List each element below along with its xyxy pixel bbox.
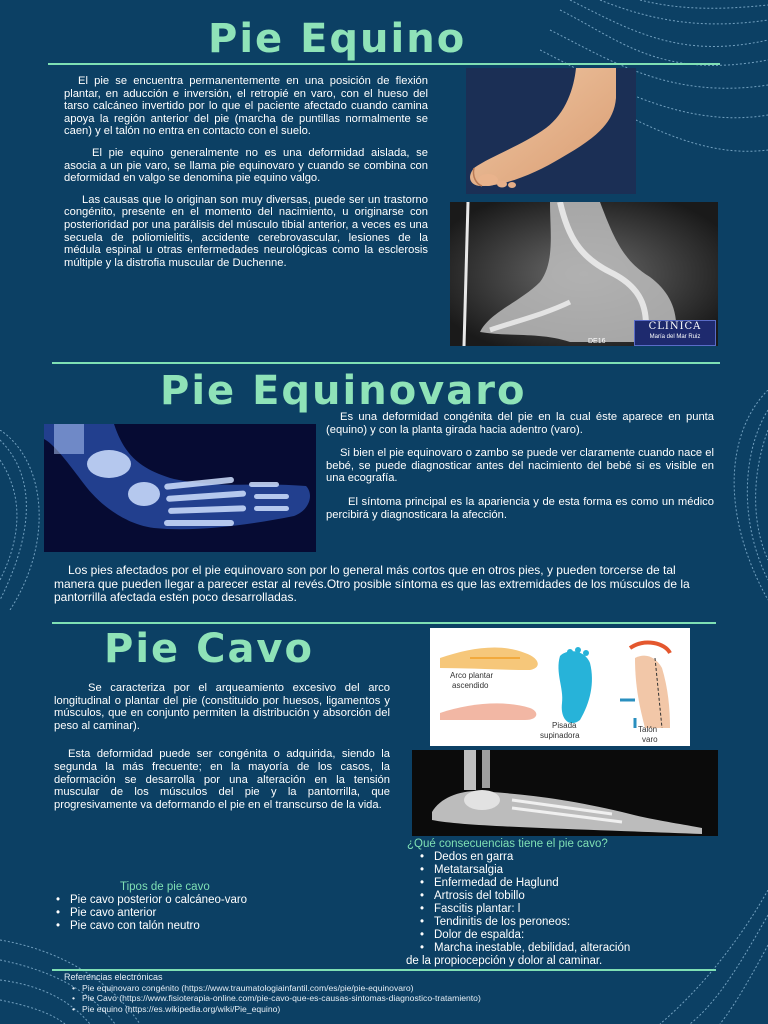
section-title-cavo: Pie Cavo <box>104 626 314 672</box>
equinovaro-paragraph-3: El síntoma principal es la apariencia y de esta forma es como un médico percibirá y diagnosticara la afección. <box>326 495 714 521</box>
list-item: • Metatarsalgia <box>420 864 750 877</box>
cavo-xray-image <box>412 750 718 836</box>
diagram-label-pisada <box>540 721 580 740</box>
clinic-logo <box>634 320 716 346</box>
cavo-consecuencias-list <box>420 851 750 955</box>
list-item: • Pie cavo con talón neutro <box>56 920 386 933</box>
cavo-paragraph-1: Se caracteriza por el arqueamiento excesivo del arco longitudinal o plantar del pie (constituido por huesos, ligamentos y músculos, que en conjunto permiten la distribución y absorción del peso al caminar). <box>54 682 390 732</box>
list-item: • Enfermedad de Haglund <box>420 877 750 890</box>
diagram-label-talon-line1: Talón <box>638 725 658 734</box>
equino-paragraph-1: El pie se encuentra permanentemente en una posición de flexión plantar, en aducción e inversión, el retropié en varo, con el hueso del tarso calcáneo invertido por lo que el paciente afectado cuando camina apoya la región anterior del pie (marcha de puntillas normalmente se caen) y el talón no entra en contacto con el suelo. <box>64 75 428 138</box>
equinovaro-text <box>326 411 714 530</box>
list-item: • Dedos en garra <box>420 851 750 864</box>
cavo-tipos-list <box>56 894 386 933</box>
equinovaro-paragraph-2: Si bien el pie equinovaro o zambo se puede ver claramente cuando nace el bebé, se puede diagnosticar antes del nacimiento del bebé si es visible en una ecografía. <box>326 447 714 485</box>
diagram-label-arco-line1: Arco plantar <box>450 671 494 680</box>
cavo-consecuencias-title: ¿Qué consecuencias tiene el pie cavo? <box>407 838 608 850</box>
xray-mark-text: DE16 <box>588 338 606 345</box>
section-divider <box>48 63 720 65</box>
cavo-consecuencias-tail: de la propiocepción y dolor al caminar. <box>406 955 603 967</box>
equinovaro-xray-image <box>44 424 316 552</box>
list-item: • Pie cavo posterior o calcáneo-varo <box>56 894 386 907</box>
diagram-label-arco-line2: ascendido <box>452 681 489 690</box>
equino-xray-image <box>450 202 718 346</box>
list-item: • Dolor de espalda: <box>420 929 750 942</box>
clinic-logo-subtitle: María del Mar Ruiz <box>649 334 701 340</box>
references-title: Referencias electrónicas <box>64 972 163 982</box>
diagram-label-arco <box>450 671 493 690</box>
clinic-logo-name: CLINICA <box>648 321 702 332</box>
list-item: • Artrosis del tobillo <box>420 890 750 903</box>
reference-link[interactable]: • Pie equino (https://es.wikipedia.org/wiki/Pie_equino) <box>64 1004 714 1015</box>
list-item: • Tendinitis de los peroneos: <box>420 916 750 929</box>
cavo-text <box>54 682 390 820</box>
cavo-tipos-title: Tipos de pie cavo <box>120 881 210 893</box>
section-title-equinovaro: Pie Equinovaro <box>160 368 527 414</box>
equinovaro-paragraph-1: Es una deformidad congénita del pie en la cual éste aparece en punta (equino) y con la planta girada hacia adentro (varo). <box>326 411 714 436</box>
diagram-label-talon <box>638 725 658 744</box>
section-divider <box>52 969 716 971</box>
references-list <box>64 983 714 1015</box>
diagram-label-pisada-line2: supinadora <box>540 731 580 740</box>
section-divider <box>52 362 720 364</box>
cavo-diagram-image <box>430 628 690 746</box>
reference-link[interactable]: • Pie equinovaro congénito (https://www.traumatologiainfantil.com/es/pie/pie-equinovaro) <box>64 983 714 994</box>
diagram-label-talon-line2: varo <box>642 735 658 744</box>
reference-link[interactable]: • Pie Cavo (https://www.fisioterapia-online.com/pie-cavo-que-es-causas-sintomas-diagnostico-tratamiento) <box>64 993 714 1004</box>
references <box>64 972 714 1014</box>
list-item: • Fascitis plantar: l <box>420 903 750 916</box>
cavo-paragraph-2: Esta deformidad puede ser congénita o adquirida, siendo la segunda la más frecuente; en la mayoría de los casos, la deformación se desarrolla por una alteración en la tensión muscular de los músculos del pie y la pantorrilla, que progresivamente va deformando el pie en el transcurso de la vida. <box>54 748 390 811</box>
list-item: • Pie cavo anterior <box>56 907 386 920</box>
section-divider <box>52 622 716 624</box>
equino-paragraph-3: Las causas que lo originan son muy diversas, puede ser un trastorno congénito, presente en el momento del nacimiento, u originarse con posterioridad por una parálisis del músculo tibial anterior, a veces es una secuela de poliomielitis, accidente cerebrovascular, lesiones de la médula espinal u otras enfermedades neurológicas como la esclerosis múltiple y la distrofia muscular de Duchenne. <box>64 193 428 269</box>
equino-text <box>64 75 428 278</box>
list-item: • Marcha inestable, debilidad, alteración <box>420 942 750 955</box>
diagram-label-pisada-line1: Pisada <box>552 721 577 730</box>
section-title-equino: Pie Equino <box>208 16 467 62</box>
equinovaro-paragraph-4: Los pies afectados por el pie equinovaro son por lo general más cortos que en otros pies, y pueden torcerse de tal manera que pueden llegar a parecer estar al revés.Otro posible síntoma es que las extremidades de los músculos de la pantorrilla afectada esten poco desarrolladas. <box>54 563 690 604</box>
equino-foot-photo <box>466 68 636 194</box>
equino-paragraph-2: El pie equino generalmente no es una deformidad aislada, se asocia a un pie varo, se llama pie equinovaro y cuando se combina con deformidad en valgo se denomina pie equino valgo. <box>64 146 428 185</box>
decorative-waves-right <box>718 390 768 610</box>
